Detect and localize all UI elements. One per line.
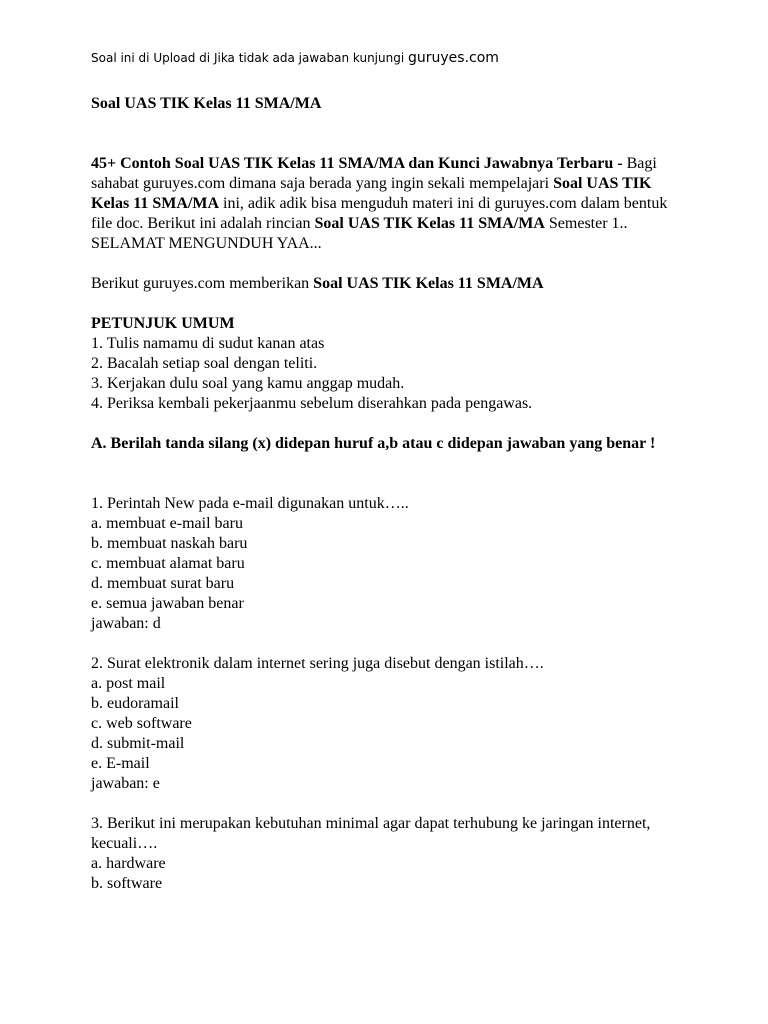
document-body: [91, 94, 681, 894]
intro-text-1: Bagi sahabat guruyes.com dimana saja berada yang ingin sekali mempelajari: [91, 155, 657, 192]
answer-option: b. software: [91, 875, 163, 892]
answer-option: a. hardware: [91, 855, 166, 872]
answer-key: jawaban: d: [91, 615, 161, 632]
provide-bold: Soal UAS TIK Kelas 11 SMA/MA: [313, 275, 544, 292]
question-2: [91, 654, 681, 794]
answer-option: c. membuat alamat baru: [91, 555, 245, 572]
page-header: [91, 50, 499, 66]
intro-text-3: Semester 1.. SELAMAT MENGUNDUH YAA...: [91, 215, 628, 252]
section-a-instruction: A. Berilah tanda silang (x) didepan huruf a,b atau c didepan jawaban yang benar !: [91, 435, 656, 452]
answer-option: a. membuat e-mail baru: [91, 515, 243, 532]
answer-key: jawaban: e: [91, 775, 160, 792]
question-text: 3. Berikut ini merupakan kebutuhan minimal agar dapat terhubung ke jaringan internet, kecuali….: [91, 815, 651, 852]
petunjuk-item: 1. Tulis namamu di sudut kanan atas: [91, 335, 325, 352]
intro-bold-2: Soal UAS TIK Kelas 11 SMA/MA: [314, 215, 545, 232]
petunjuk-item: 4. Periksa kembali pekerjaanmu sebelum diserahkan pada pengawas.: [91, 395, 533, 412]
intro-text-2: ini, adik adik bisa menguduh materi ini di guruyes.com dalam bentuk file doc. Berikut ini adalah rincian: [91, 195, 668, 232]
document-title: Soal UAS TIK Kelas 11 SMA/MA: [91, 95, 322, 112]
petunjuk-item: 3. Kerjakan dulu soal yang kamu anggap mudah.: [91, 375, 405, 392]
question-1: [91, 494, 681, 634]
header-text: Soal ini di Upload di Jika tidak ada jawaban kunjungi: [91, 51, 408, 65]
petunjuk-heading: PETUNJUK UMUM: [91, 315, 235, 332]
intro-bold-1: Soal UAS TIK Kelas 11 SMA/MA: [91, 175, 652, 212]
intro-paragraph: [91, 154, 681, 254]
answer-option: c. web software: [91, 715, 192, 732]
answer-option: a. post mail: [91, 675, 166, 692]
petunjuk-item: 2. Bacalah setiap soal dengan teliti.: [91, 355, 318, 372]
answer-option: d. membuat surat baru: [91, 575, 235, 592]
provide-paragraph: [91, 274, 681, 294]
answer-option: b. membuat naskah baru: [91, 535, 248, 552]
answer-option: d. submit-mail: [91, 735, 185, 752]
question-text: 2. Surat elektronik dalam internet sering juga disebut dengan istilah….: [91, 655, 544, 672]
provide-text: Berikut guruyes.com memberikan: [91, 275, 314, 292]
question-text: 1. Perintah New pada e-mail digunakan untuk…..: [91, 495, 409, 512]
answer-option: b. eudoramail: [91, 695, 179, 712]
header-site-link[interactable]: guruyes.com: [407, 50, 499, 66]
answer-option: e. E-mail: [91, 755, 150, 772]
intro-bold-lead: 45+ Contoh Soal UAS TIK Kelas 11 SMA/MA dan Kunci Jawabnya Terbaru -: [91, 155, 623, 172]
question-3: [91, 814, 681, 894]
answer-option: e. semua jawaban benar: [91, 595, 244, 612]
